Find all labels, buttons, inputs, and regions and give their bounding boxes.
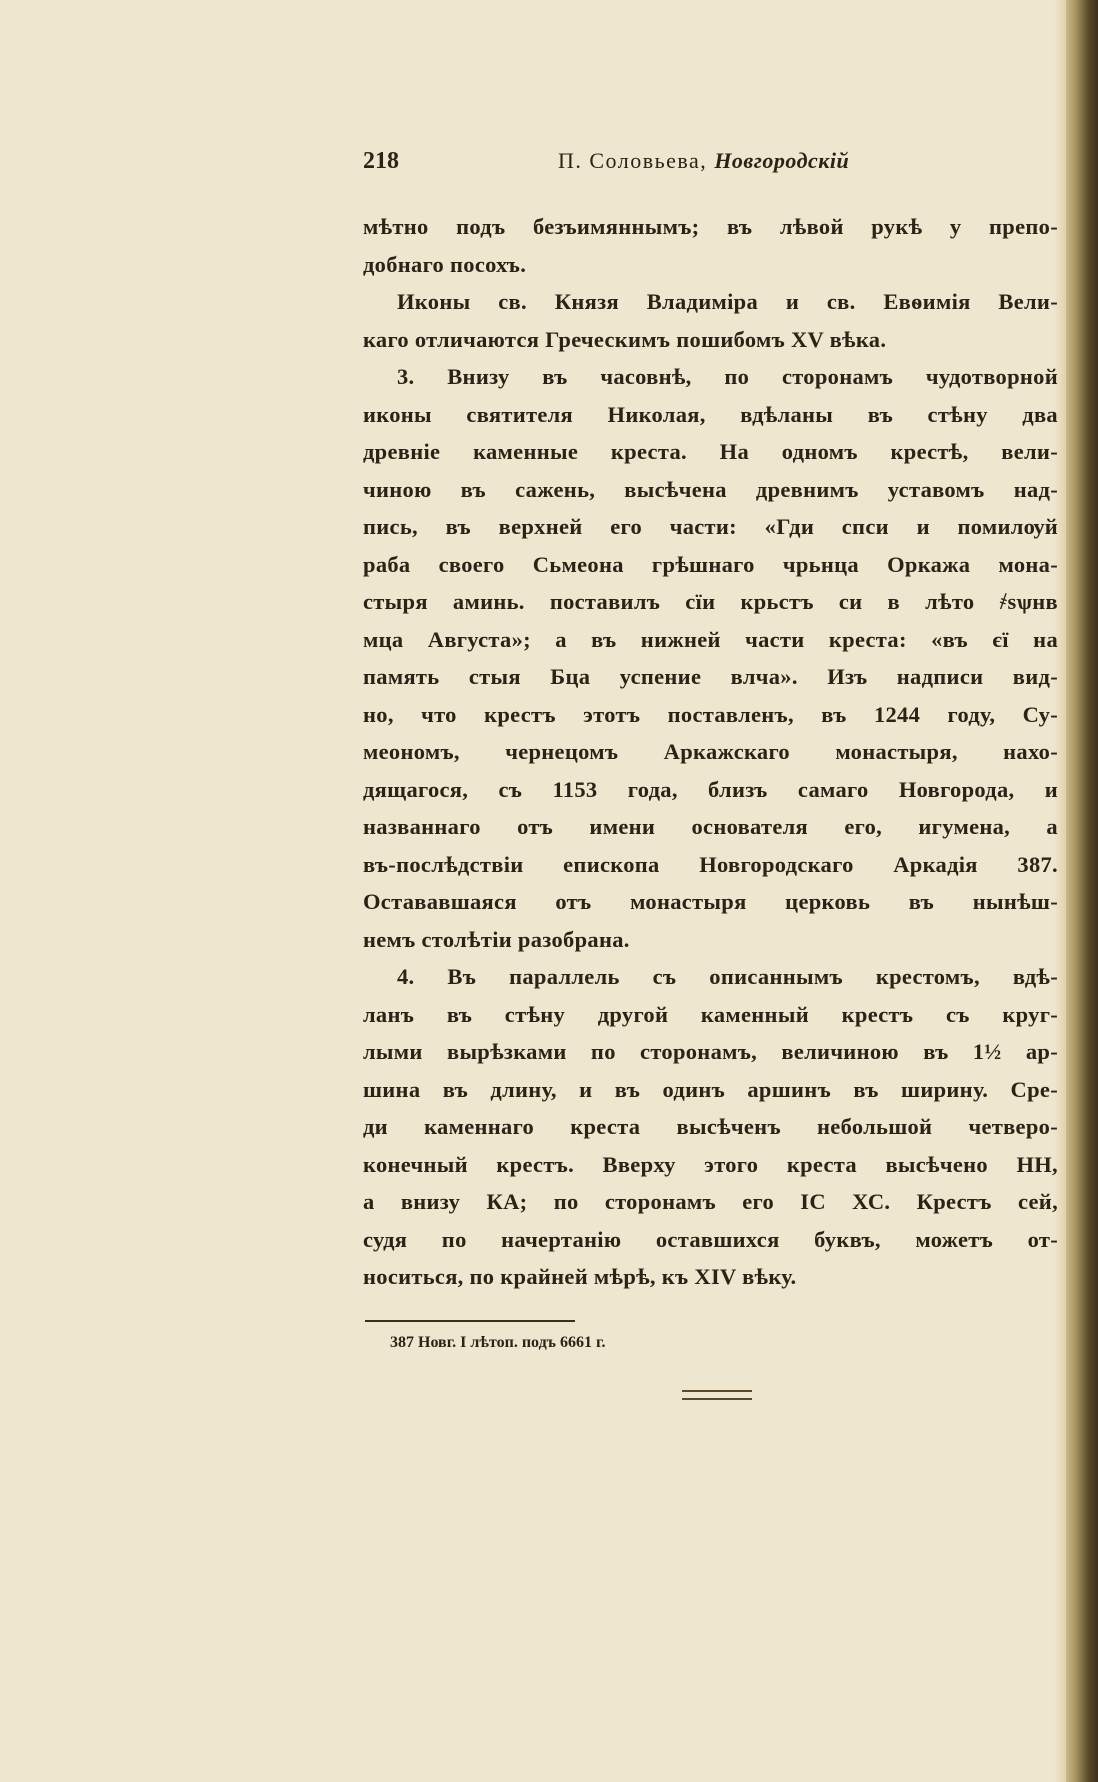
text-line: мца Августа»; а въ нижней части креста: «въ єї на	[363, 626, 1058, 652]
footnote-divider	[365, 1320, 575, 1322]
text-line: каго отличаются Греческимъ пошибомъ XV вѣка.	[363, 326, 887, 352]
running-head-title: Новгородскій	[714, 148, 850, 173]
text-line: меономъ, чернецомъ Аркажскаго монастыря, нахо-	[363, 739, 1058, 764]
text-line: конечный крестъ. Вверху этого креста высѣчено НН,	[363, 1151, 1058, 1177]
text-line: стыря аминь. поставилъ сїи крьстъ си в лѣто ҂ѕѱнв	[363, 589, 1058, 614]
text-line: дящагося, съ 1153 года, близъ самаго Новгорода, и	[363, 776, 1058, 802]
text-line: а внизу КА; по сторонамъ его IС ХС. Крестъ сей,	[363, 1189, 1058, 1214]
text-line: названнаго отъ имени основателя его, игумена, а	[363, 814, 1058, 839]
text-line: ланъ въ стѣну другой каменный крестъ съ круг-	[363, 1001, 1058, 1027]
text-line: лыми вырѣзками по сторонамъ, величиною въ 1½ ар-	[363, 1039, 1058, 1064]
text-line: древніе каменные креста. На одномъ крестѣ, вели-	[363, 439, 1058, 464]
text-line: Остававшаяся отъ монастыря церковь въ нынѣш-	[363, 889, 1058, 914]
closing-rule	[682, 1398, 752, 1400]
running-head-author: П. Соловьева,	[558, 148, 708, 173]
text-line: раба своего Сьмеона грѣшнаго чрьнца Оркажа мона-	[363, 551, 1058, 577]
text-line: чиною въ сажень, высѣчена древнимъ уставомъ над-	[363, 476, 1058, 502]
text-line: въ-послѣдствіи епископа Новгородскаго Аркадія 387.	[363, 851, 1058, 877]
text-line: но, что крестъ этотъ поставленъ, въ 1244 году, Су-	[363, 701, 1058, 727]
text-line: 3. Внизу въ часовнѣ, по сторонамъ чудотворной	[397, 364, 1058, 389]
text-line: судя по начертанію оставшихся буквъ, можетъ от-	[363, 1226, 1058, 1252]
page-header	[363, 148, 1058, 182]
footnote: 387 Новг. I лѣтоп. подъ 6661 г.	[390, 1334, 606, 1351]
text-line: добнаго посохъ.	[363, 251, 527, 277]
page-number: 218	[363, 148, 399, 174]
text-line: пись, въ верхней его части: «Гди спси и помилѹй	[363, 514, 1058, 539]
running-head	[558, 148, 849, 174]
text-line: шина въ длину, и въ одинъ аршинъ въ ширину. Сре-	[363, 1076, 1058, 1102]
text-line: память стыя Бца успение влча». Изъ надписи вид-	[363, 664, 1058, 689]
text-line: немъ столѣтіи разобрана.	[363, 926, 630, 952]
text-line: Иконы св. Князя Владиміра и св. Евѳимія Вели-	[397, 289, 1058, 314]
body-text	[363, 208, 1058, 1296]
text-line: мѣтно подъ безъимяннымъ; въ лѣвой рукѣ у препо-	[363, 214, 1058, 239]
text-line: ди каменнаго креста высѣченъ небольшой четверо-	[363, 1114, 1058, 1139]
page-binding-edge	[1066, 0, 1098, 1782]
text-line: носиться, по крайней мѣрѣ, къ XIV вѣку.	[363, 1264, 797, 1289]
text-line: иконы святителя Николая, вдѣланы въ стѣну два	[363, 401, 1058, 427]
closing-rule	[682, 1390, 752, 1392]
text-line: 4. Въ параллель съ описаннымъ крестомъ, вдѣ-	[397, 964, 1058, 989]
